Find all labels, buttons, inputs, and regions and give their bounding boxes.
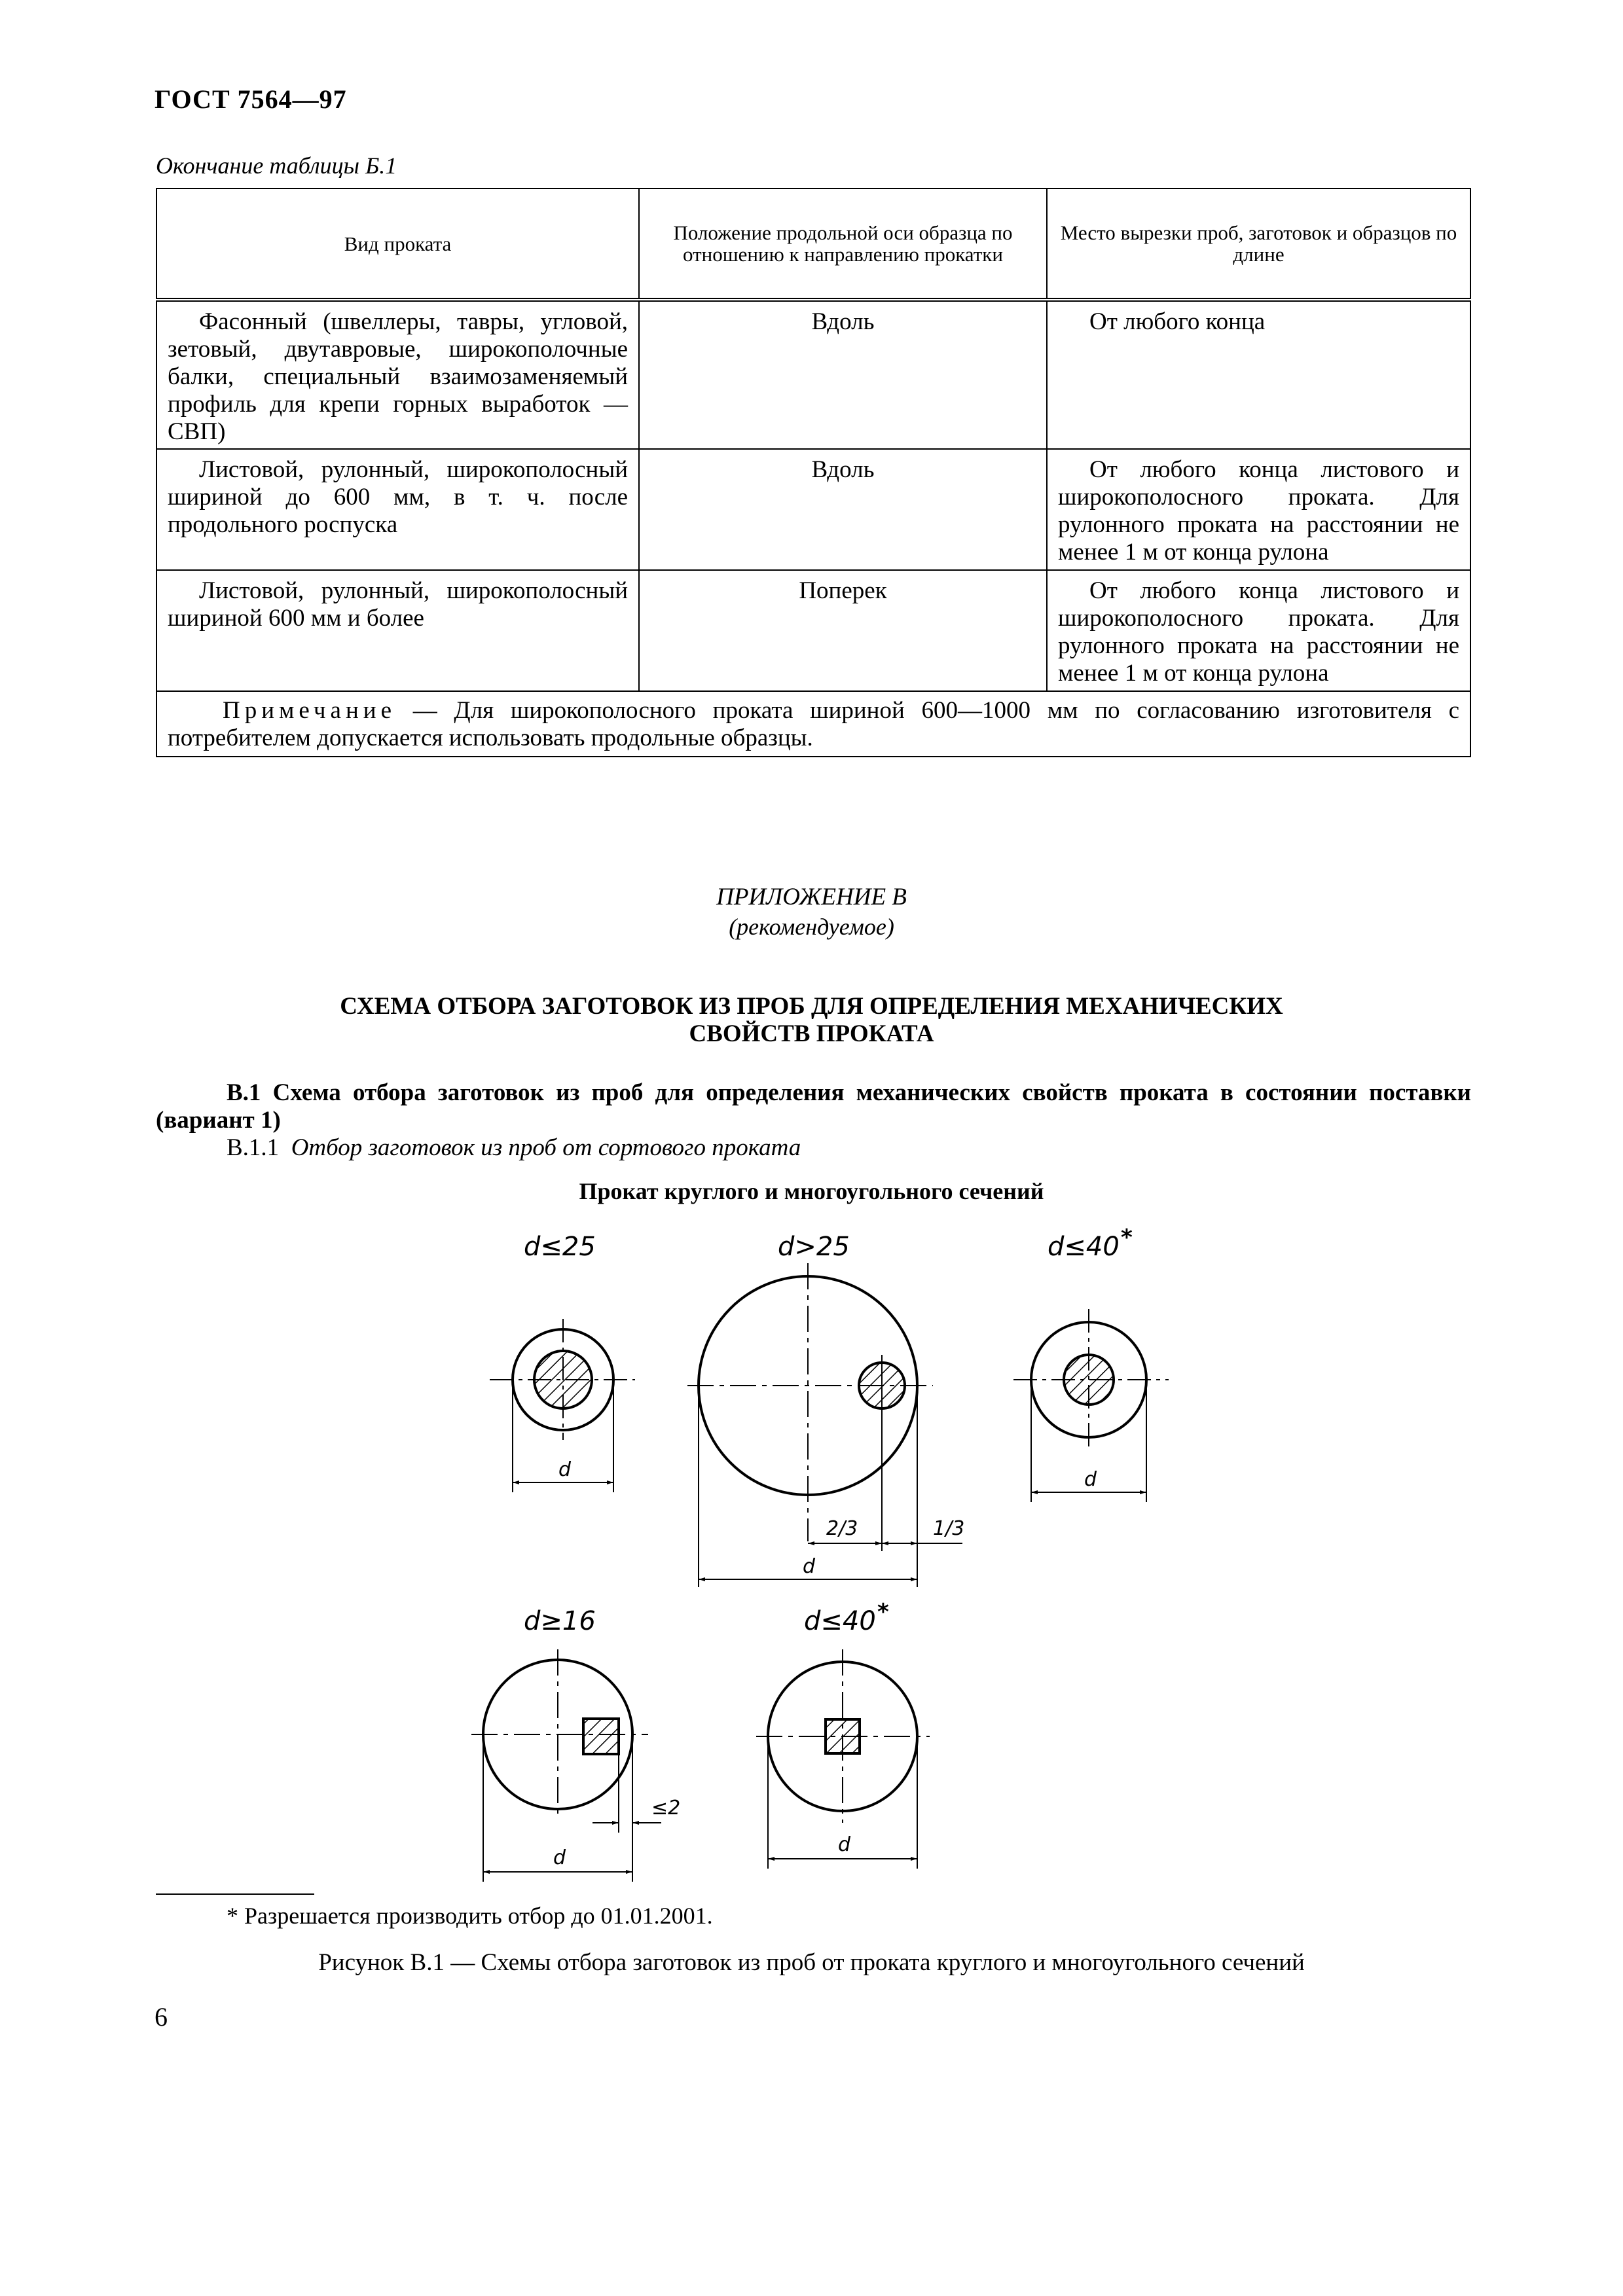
- footnote-rule: [156, 1893, 314, 1895]
- dim-label-d: d: [558, 1458, 572, 1481]
- dim-label-d: d: [803, 1555, 816, 1578]
- dim-label-d: d: [553, 1846, 566, 1869]
- footnote-star: *: [877, 1599, 889, 1625]
- cell-place: От любого конца: [1047, 300, 1470, 449]
- cell-place: От любого конца листового и широкополосного проката. Для рулонного проката на расстоянии не менее 1 м от конца рулона: [1047, 570, 1470, 691]
- document-id: ГОСТ 7564—97: [155, 84, 347, 114]
- dim-label-one-third: 1/3: [933, 1517, 965, 1540]
- section-number: В.1: [227, 1079, 261, 1106]
- label-d-ge-16: d≥16: [524, 1606, 596, 1636]
- cell-axis: Поперек: [639, 570, 1047, 691]
- dim-label-d: d: [1084, 1468, 1097, 1491]
- section-text: Схема отбора заготовок из проб для определения механических свойств проката в состоянии поставки (вариант 1): [156, 1079, 1472, 1134]
- footnote: * Разрешается производить отбор до 01.01.2001.: [227, 1903, 713, 1929]
- table-caption: Окончание таблицы Б.1: [156, 152, 397, 179]
- appendix-heading-line2: СВОЙСТВ ПРОКАТА: [689, 1020, 934, 1047]
- subsection-number: В.1.1: [227, 1134, 280, 1161]
- label-d-gt-25: d>25: [778, 1232, 850, 1262]
- appendix-subtitle: (рекомендуемое): [729, 914, 894, 940]
- cell-place: От любого конца листового и широкополосного проката. Для рулонного проката на расстоянии не менее 1 м от конца рулона: [1047, 449, 1470, 570]
- column-header-cut-location: Место вырезки проб, заготовок и образцов по длине: [1047, 188, 1470, 300]
- cell-product-type: Листовой, рулонный, широкополосный шириной до 600 мм, в т. ч. после продольного роспуска: [156, 449, 639, 570]
- column-header-product-type: Вид проката: [156, 188, 639, 300]
- label-d-le-25: d≤25: [524, 1232, 596, 1262]
- label-d-le-40-round: d≤40: [1048, 1232, 1120, 1262]
- subsection-text: Отбор заготовок из проб от сортового проката: [291, 1134, 801, 1161]
- cell-product-type: Фасонный (швеллеры, тавры, угловой, зетовый, двутавровые, широкополочные балки, специальный взаимозаменяемый профиль для крепи горных выработок — СВП): [156, 300, 639, 449]
- dim-label-le2: ≤2: [651, 1797, 681, 1820]
- cell-product-type: Листовой, рулонный, широкополосный шириной 600 мм и более: [156, 570, 639, 691]
- column-header-axis-position: Положение продольной оси образца по отношению к направлению прокатки: [639, 188, 1047, 300]
- note-label: Примечание: [223, 697, 396, 724]
- appendix-heading-line1: СХЕМА ОТБОРА ЗАГОТОВОК ИЗ ПРОБ ДЛЯ ОПРЕДЕЛЕНИЯ МЕХАНИЧЕСКИХ: [340, 993, 1283, 1020]
- figure-title: Прокат круглого и многоугольного сечений: [579, 1178, 1044, 1204]
- page-number: 6: [155, 2002, 168, 2032]
- dim-label-d: d: [838, 1833, 851, 1856]
- appendix-title: ПРИЛОЖЕНИЕ В: [716, 884, 907, 910]
- cell-axis: Вдоль: [639, 449, 1047, 570]
- diagram-round-large: [687, 1263, 965, 1587]
- footnote-star: *: [1121, 1225, 1133, 1251]
- diagram-polygon-offset: [471, 1649, 661, 1882]
- figure-caption: Рисунок В.1 — Схемы отбора заготовок из проб от проката круглого и многоугольного сечений: [318, 1949, 1305, 1976]
- cell-axis: Вдоль: [639, 300, 1047, 449]
- note-text: — Для широкополосного проката шириной 600—1000 мм по согласованию изготовителя с потребителем допускается использовать продольные образцы.: [168, 697, 1459, 751]
- dim-label-two-thirds: 2/3: [826, 1517, 858, 1540]
- label-d-le-40-polygon: d≤40: [804, 1606, 876, 1636]
